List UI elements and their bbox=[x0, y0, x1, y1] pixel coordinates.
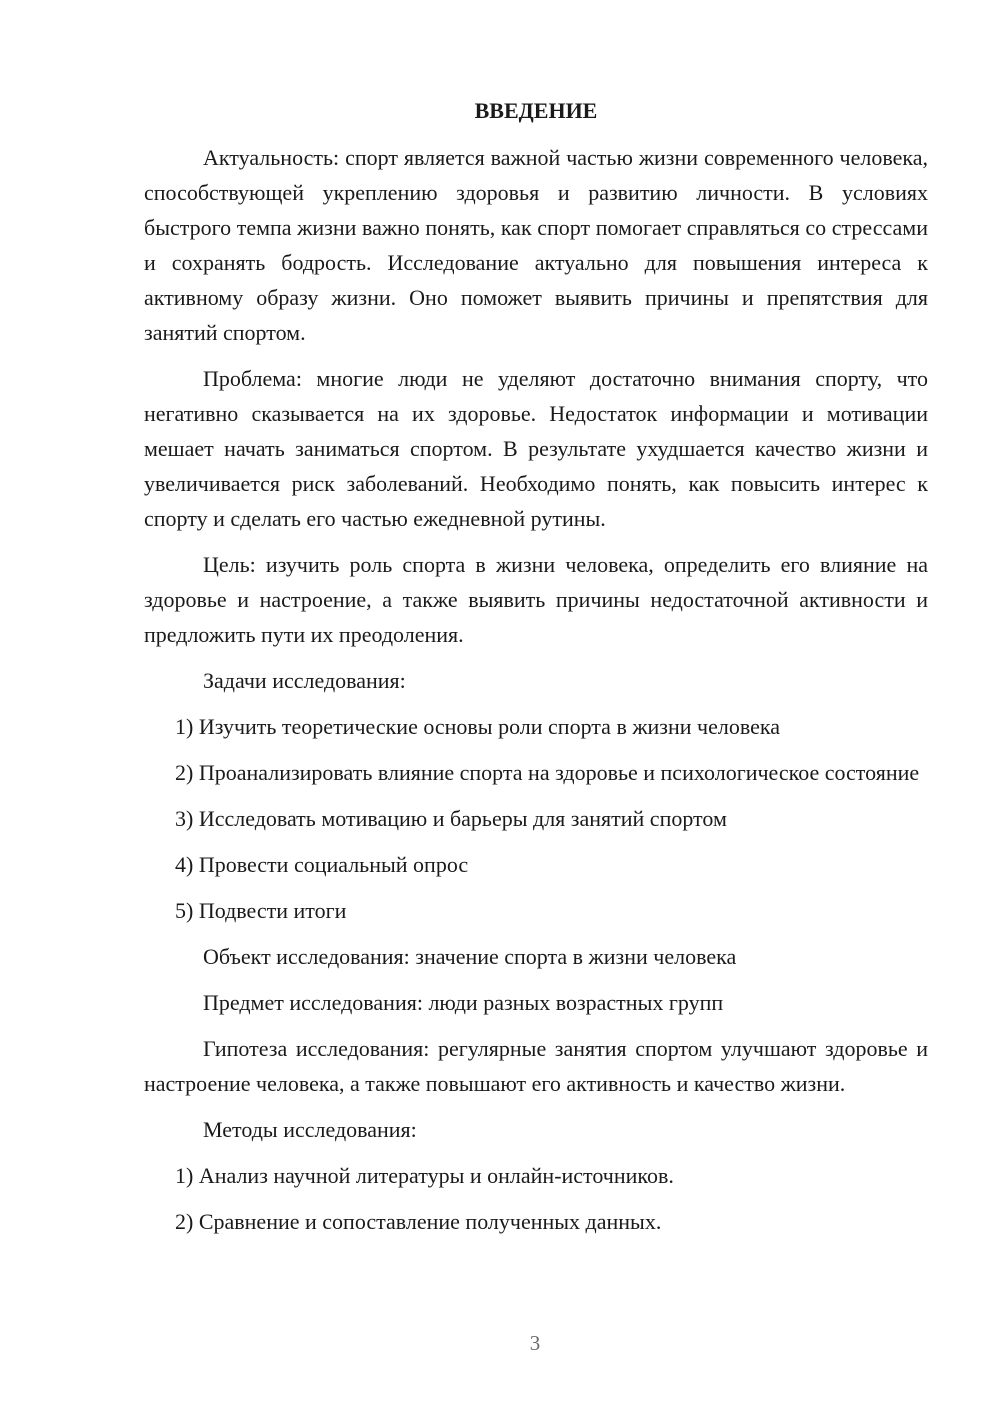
paragraph-hypothesis: Гипотеза исследования: регулярные занятия спортом улучшают здоровье и настроение человека, а также повышают его активность и качество жизни. bbox=[144, 1036, 928, 1096]
research-object: Объект исследования: значение спорта в жизни человека bbox=[203, 944, 737, 969]
page-number: 3 bbox=[529, 1331, 541, 1355]
methods-heading: Методы исследования: bbox=[203, 1117, 417, 1142]
page-title: ВВЕДЕНИЕ bbox=[474, 98, 598, 123]
research-subject: Предмет исследования: люди разных возрастных групп bbox=[203, 990, 724, 1015]
document-page bbox=[144, 94, 928, 1250]
paragraph-problem: Проблема: многие люди не уделяют достаточно внимания спорту, что негативно сказывается на их здоровье. Недостаток информации и мотивации мешает начать заниматься спортом. В результате ухудшается качество жизни и увеличивается риск заболеваний. Необходимо понять, как повысить интерес к спорту и сделать его частью ежедневной рутины. bbox=[144, 366, 928, 531]
task-item: 1) Изучить теоретические основы роли спорта в жизни человека bbox=[175, 714, 780, 739]
method-item: 2) Сравнение и сопоставление полученных данных. bbox=[175, 1209, 662, 1234]
paragraph-goal: Цель: изучить роль спорта в жизни человека, определить его влияние на здоровье и настроение, а также выявить причины недостаточной активности и предложить пути их преодоления. bbox=[144, 552, 928, 647]
task-item: 4) Провести социальный опрос bbox=[175, 852, 469, 877]
tasks-heading: Задачи исследования: bbox=[203, 668, 406, 693]
paragraph-relevance: Актуальность: спорт является важной частью жизни современного человека, способствующей укреплению здоровья и развитию личности. В условиях быстрого темпа жизни важно понять, как спорт помогает справляться со стрессами и сохранять бодрость. Исследование актуально для повышения интереса к активному образу жизни. Оно поможет выявить причины и препятствия для занятий спортом. bbox=[144, 145, 928, 345]
method-item: 1) Анализ научной литературы и онлайн-источников. bbox=[175, 1163, 674, 1188]
task-item: 2) Проанализировать влияние спорта на здоровье и психологическое состояние bbox=[175, 760, 920, 785]
task-item: 5) Подвести итоги bbox=[175, 898, 347, 923]
task-item: 3) Исследовать мотивацию и барьеры для занятий спортом bbox=[175, 806, 727, 831]
